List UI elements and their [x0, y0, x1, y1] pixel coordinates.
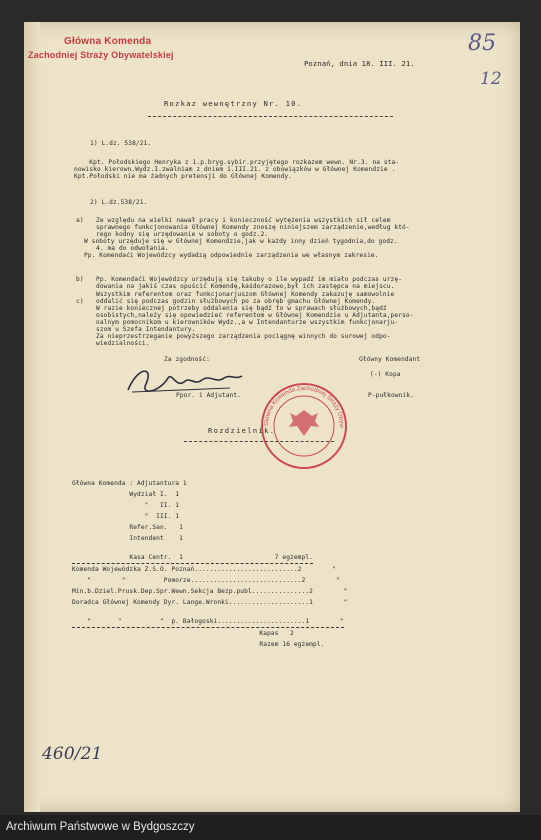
document-page	[24, 22, 520, 812]
distribution-line: " II. 1	[72, 502, 180, 509]
distribution-line: Razem 16 egzempl.	[72, 641, 325, 648]
archive-footer: Archiwum Państwowe w Bydgoszczy	[0, 815, 541, 840]
distribution-line: Wydział I. 1	[72, 491, 180, 498]
commander-name: (-) Kopa	[370, 371, 401, 378]
section-2a-line: rego kodny się urzędowanie w soboty o godz.2.	[96, 231, 269, 238]
distribution-line: " " " p. Bałogoski.......................1 "	[72, 616, 344, 628]
distribution-line: " " Pomorze.............................2 "	[72, 577, 340, 584]
distribution-line: Komenda Wojewódzka Z.S.O. Poznań...........................2 "	[72, 566, 336, 573]
distribution-line: " III. 1	[72, 513, 180, 520]
distribution-line: Refer.San. 1	[72, 524, 183, 531]
section-2a-line: sprawnego funkcjonowania Głównej Komendy znoszę niniejszem zarządzenie,według któ-	[96, 224, 410, 231]
handwritten-archive-note: 460/21	[42, 744, 103, 764]
label-a: a)	[76, 217, 84, 224]
section-2a-body	[84, 217, 410, 259]
header-stamp-line1: Główna Komenda	[64, 36, 152, 47]
commander-title: Główny Komendant	[359, 356, 421, 363]
place-date: Poznań, dnia 18. III. 21.	[304, 59, 415, 68]
round-official-stamp	[258, 380, 350, 472]
document-title: Rozkaz wewnętrzny Nr. 10.	[164, 99, 303, 108]
section-1-line: Kpt.Połodski nie ma żadnych pretensji do Głównej Komendy.	[74, 173, 293, 180]
distribution-line: Doradca Głównej Komendy Dyr. Lange.Wronki.....................1 "	[72, 599, 348, 606]
section-2c-body	[96, 291, 414, 347]
section-2a-line: Ze względu na wielki nawał pracy i konieczność wytężenia wszystkich sił celem	[96, 217, 391, 224]
section-2c-line: oddalić się podczas godzin służbowych po za obręb gmachu Głównej Komendy.	[96, 298, 376, 305]
section-2-number: 2) L.dz.538/21.	[90, 199, 148, 206]
section-2a-line: Pp. Komendaći Wojewódzcy wydadzą odpowiednie zarządzenia we własnym zakresie.	[84, 252, 379, 259]
handwritten-folio-number: 85	[468, 31, 497, 56]
section-2c-line: Za nieprzestrzeganie powyższego zarządzenia pociągnę winnych do surowej odpo-	[96, 333, 391, 340]
distribution-line: Min.b.Dziel.Prusk.Dep.Spr.Wewn.Sekcja Bezp.publ...............2 "	[72, 588, 348, 595]
commander-rank: P-pułkownik.	[368, 392, 414, 399]
round-stamp-text: Główna Komenda Zachodniej Straży Obyw	[263, 385, 345, 428]
label-c: c)	[76, 298, 84, 305]
section-2c-line: nalnym pomocnikom u kierowników Wydz.,a w Intendanturze wszystkim funkcjonarju-	[96, 319, 399, 326]
section-2b-line: Pp. Komendaći Wojewódzcy urzędują się takuby o ile wypadź im miało podczas urzę-	[96, 276, 403, 283]
section-2a-line: W soboty urzęduje się w Głównej Komendzie,jak w każdy inny dzień tygodnia,do godz.	[84, 238, 398, 245]
section-2b-line: dowania na jakiś czas opuścić Komendę,kaśdorazowo,był ich zastępca na miejscu.	[96, 283, 395, 290]
header-stamp-line2: Zachodniej Straży Obywatelskiej	[28, 50, 174, 60]
section-1-line: nowisko kierown.Wydz.I.zwalniam z dniem 1.III.21. z obowiązków w Głównej Komendzie .	[74, 166, 396, 173]
distribution-heading-underline	[184, 441, 334, 442]
section-2c-line: osobistych,należy się opowiedzieć referentom w Głównej Komendzie u Adjutanta,perso-	[96, 312, 414, 319]
distribution-line: Kasa Centr. 1 7 egzempl.	[72, 552, 313, 564]
distribution-list	[72, 478, 347, 650]
section-2c-line: szom u Szefa Intendantury.	[96, 326, 196, 333]
section-2a-line: 4. ma do odwołania.	[96, 245, 169, 252]
zgodnosc-label: Za zgodność:	[164, 356, 210, 363]
handwritten-page-number: 12	[480, 69, 502, 89]
section-2c-line: wiedzialności.	[96, 340, 150, 347]
adjutant-rank: Ppor. i Adjutant.	[176, 392, 242, 399]
distribution-line: Główna Komenda : Adjutantura 1	[72, 480, 187, 487]
section-2b-body	[96, 276, 402, 290]
distribution-line: Intendent 1	[72, 535, 183, 542]
page-left-edge	[24, 22, 40, 812]
title-underline	[148, 116, 393, 117]
distribution-line: Kapas 2	[72, 630, 294, 637]
section-1-number: 1) L.dz. 538/21.	[90, 140, 152, 147]
section-2c-line: Wszystkim referentom oraz funkcjonarjuszom Głównej Komendy zakazuję samowolnie	[96, 291, 395, 298]
section-1-body	[74, 159, 399, 180]
section-2c-line: W razie koniecznej potrzeby oddalenia się bądź to w sprawach służbowych,bądź	[96, 305, 387, 312]
distribution-heading: Rozdzielnik.	[208, 427, 276, 435]
section-1-line: Kpt. Połodskiego Henryka z 1.p.bryg.sybir.przyjętego rozkazem wewn. Nr.3. na sta-	[74, 159, 400, 166]
label-b: b)	[76, 276, 84, 283]
